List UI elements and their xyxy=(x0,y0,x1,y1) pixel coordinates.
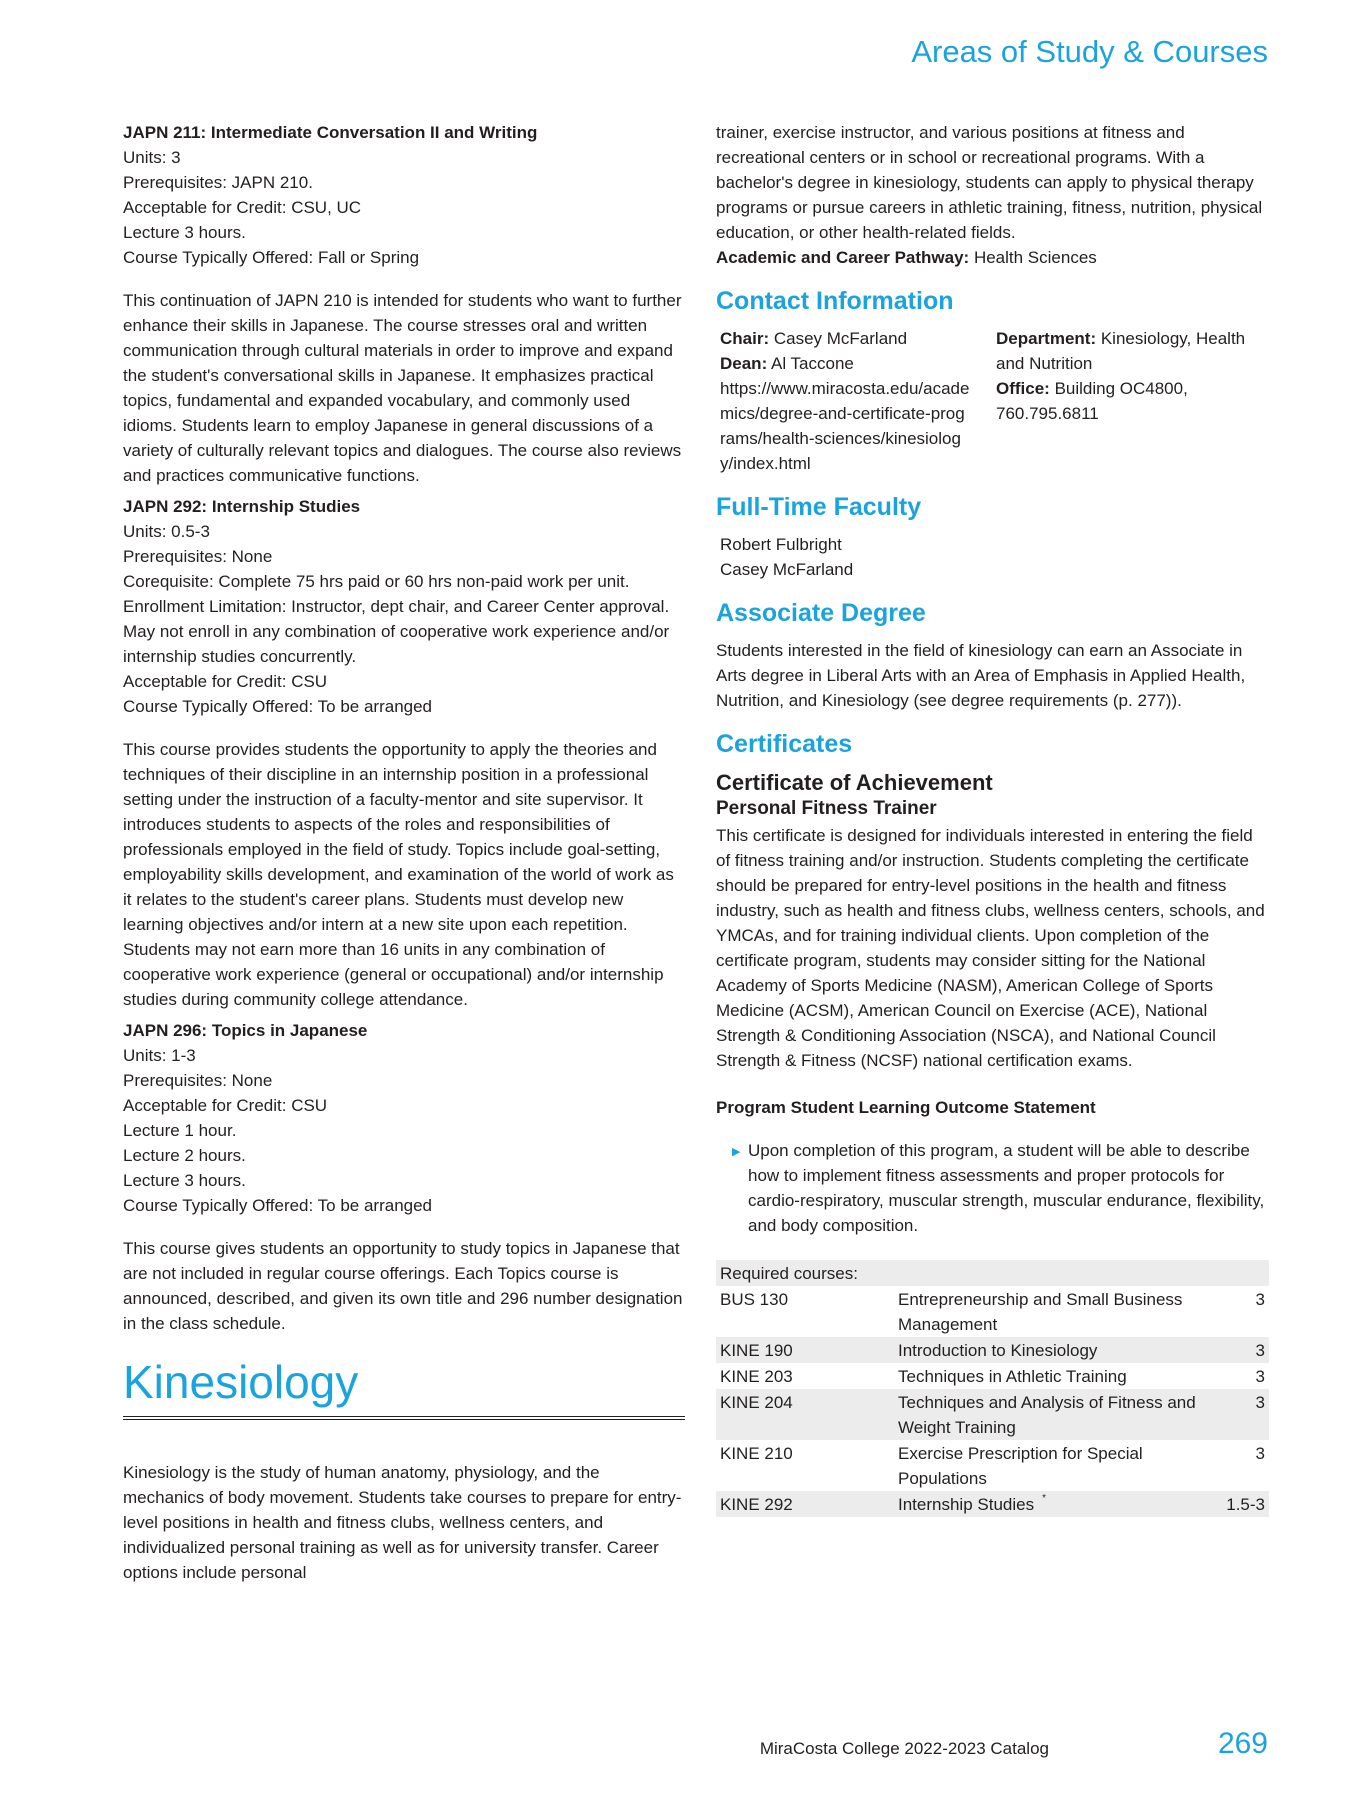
course-japn-211 xyxy=(123,120,685,488)
course-detail: Acceptable for Credit: CSU, UC xyxy=(123,198,362,217)
course-detail: Lecture 1 hour. xyxy=(123,1121,237,1140)
course-japn-296 xyxy=(123,1018,685,1336)
course-detail: Prerequisites: None xyxy=(123,1071,273,1090)
course-description: This continuation of JAPN 210 is intended for students who want to further enhance their skills in Japanese. The course stresses oral and written communication through cultural materials in order to improve and expand the student's conversational skills in Japanese. It emphasizes practical topics, fundamental and expanded vocabulary, and commonly used idioms. Students learn to employ Japanese in general discussions of a variety of culturally relevant topics and dialogues. The course also reviews and practices communicative functions. xyxy=(123,291,682,485)
course-title: JAPN 296: Topics in Japanese xyxy=(123,1021,368,1040)
course-detail: Course Typically Offered: To be arranged xyxy=(123,697,433,716)
chair-label: Chair: xyxy=(720,329,770,348)
course-code: KINE 210 xyxy=(720,1444,793,1463)
certificates-heading: Certificates xyxy=(716,730,853,758)
course-detail: Acceptable for Credit: CSU xyxy=(123,1096,328,1115)
course-code: BUS 130 xyxy=(720,1290,789,1309)
certificate-type: Certificate of Achievement xyxy=(716,770,993,795)
page-number: 269 xyxy=(1217,1727,1268,1760)
course-name: Exercise Prescription for Special Populations xyxy=(898,1444,1143,1488)
course-units: 3 xyxy=(1255,1367,1265,1386)
course-detail: Acceptable for Credit: CSU xyxy=(123,672,328,691)
course-detail: Prerequisites: None xyxy=(123,547,273,566)
slo-item xyxy=(716,1138,1269,1238)
table-row xyxy=(716,1337,1269,1363)
department-value: Kinesiology, Health and Nutrition xyxy=(996,329,1246,373)
course-units: 3 xyxy=(1255,1444,1265,1463)
course-units: 3 xyxy=(1207,1337,1269,1363)
course-name-text: Internship Studies xyxy=(898,1495,1035,1514)
faculty-list xyxy=(716,532,1269,582)
pathway-value: Health Sciences xyxy=(969,248,1097,267)
course-name: Techniques in Athletic Training xyxy=(898,1367,1127,1386)
department-url-link[interactable]: https://www.miracosta.edu/academics/degree-and-certificate-programs/health-sciences/kinesiology/index.html xyxy=(720,379,970,473)
course-code: KINE 292 xyxy=(716,1491,894,1517)
course-code: KINE 203 xyxy=(720,1367,793,1386)
faculty-heading: Full-Time Faculty xyxy=(716,493,922,521)
kinesiology-intro-continued: trainer, exercise instructor, and various positions at fitness and recreational centers or in school or recreational programs. With a bachelor's degree in kinesiology, students can apply to physical therapy programs or pursue careers in athletic training, fitness, nutrition, physical education, or other health-related fields. xyxy=(716,123,1263,242)
course-japn-292 xyxy=(123,494,685,1012)
course-units: 3 xyxy=(1207,1389,1269,1440)
office-label: Office: xyxy=(996,379,1050,398)
contact-info xyxy=(716,326,1269,476)
table-row xyxy=(716,1363,1269,1389)
chair-value: Casey McFarland xyxy=(769,329,908,348)
course-detail: Units: 3 xyxy=(123,148,181,167)
certificate-description: This certificate is designed for individuals interested in entering the field of fitness training and/or instruction. Students completing the certificate should be prepared for entry-level positions in the health and fitness industry, such as health and fitness clubs, wellness centers, schools, and YMCAs, and for training individual clients. Upon completion of the certificate program, students may consider sitting for the National Academy of Sports Medicine (NASM), American College of Sports Medicine (ACSM), American Council on Exercise (ACE), National Strength & Conditioning Association (NSCA), and National Council Strength & Fitness (NCSF) national certification exams. xyxy=(716,826,1265,1070)
department-label: Department: xyxy=(996,329,1097,348)
dean-label: Dean: xyxy=(720,354,768,373)
right-column xyxy=(716,120,1269,1517)
program-title: Personal Fitness Trainer xyxy=(716,798,937,819)
course-code: KINE 204 xyxy=(716,1389,894,1440)
triangle-bullet-icon: ▶ xyxy=(732,1146,741,1158)
faculty-name: Robert Fulbright xyxy=(720,535,842,554)
course-detail: Units: 0.5-3 xyxy=(123,522,210,541)
running-header-title: Areas of Study & Courses xyxy=(911,34,1268,69)
course-detail: Enrollment Limitation: Instructor, dept chair, and Career Center approval. May not enroll in any combination of cooperative work experience and/or internship studies concurrently. xyxy=(123,597,670,666)
course-name: Techniques and Analysis of Fitness and Weight Training xyxy=(894,1389,1207,1440)
course-detail: Lecture 2 hours. xyxy=(123,1146,246,1165)
associate-degree-text: Students interested in the field of kinesiology can earn an Associate in Arts degree in Liberal Arts with an Area of Emphasis in Applied Health, Nutrition, and Kinesiology (see degree requirements (p. 277)). xyxy=(716,641,1246,710)
faculty-name: Casey McFarland xyxy=(720,560,854,579)
course-description: This course provides students the opportunity to apply the theories and techniques of their discipline in an internship position in a professional setting under the instruction of a faculty-mentor and site supervisor. It introduces students to aspects of the roles and responsibilities of professionals employed in the field of study. Topics include goal-setting, employability skills development, and examination of the world of work as it relates to the student's career plans. Students must develop new learning objectives and/or intern at a new site upon each repetition. Students may not earn more than 16 units in any combination of cooperative work experience (general or occupational) and/or internship studies during community college attendance. xyxy=(123,740,674,1009)
table-row xyxy=(716,1440,1269,1491)
table-row xyxy=(716,1286,1269,1337)
left-column xyxy=(123,120,685,1585)
course-description: This course gives students an opportunity to study topics in Japanese that are not included in regular course offerings. Each Topics course is announced, described, and given its own title and 296 number designation in the class schedule. xyxy=(123,1239,683,1333)
slo-heading: Program Student Learning Outcome Statement xyxy=(716,1098,1096,1117)
table-row xyxy=(716,1491,1269,1517)
table-header-row xyxy=(716,1260,1269,1286)
footnote-asterisk: * xyxy=(1042,1493,1046,1504)
course-units: 3 xyxy=(1255,1290,1265,1309)
course-detail: Lecture 3 hours. xyxy=(123,1171,246,1190)
course-name: Entrepreneurship and Small Business Management xyxy=(898,1290,1183,1334)
course-code: KINE 190 xyxy=(716,1337,894,1363)
course-detail: Units: 1-3 xyxy=(123,1046,196,1065)
dean-value: Al Taccone xyxy=(767,354,854,373)
course-title: JAPN 292: Internship Studies xyxy=(123,497,361,516)
course-detail: Course Typically Offered: Fall or Spring xyxy=(123,248,420,267)
footer-catalog-title: MiraCosta College 2022-2023 Catalog xyxy=(759,1739,1049,1758)
course-name xyxy=(894,1491,1207,1517)
course-name: Introduction to Kinesiology xyxy=(894,1337,1207,1363)
career-pathway xyxy=(716,245,1269,270)
course-detail: Course Typically Offered: To be arranged xyxy=(123,1196,433,1215)
course-title: JAPN 211: Intermediate Conversation II and Writing xyxy=(123,123,538,142)
table-row xyxy=(716,1389,1269,1440)
kinesiology-intro: Kinesiology is the study of human anatomy, physiology, and the mechanics of body movement. Students take courses to prepare for entry-level positions in health and fitness clubs, wellness centers, and individualized personal training as well as for university transfer. Career options include personal xyxy=(123,1463,682,1582)
section-title-kinesiology: Kinesiology xyxy=(123,1354,685,1420)
contact-right xyxy=(996,326,1266,476)
required-courses-table xyxy=(716,1260,1269,1517)
table-header: Required courses: xyxy=(716,1260,1269,1286)
pathway-label: Academic and Career Pathway: xyxy=(716,248,970,267)
slo-text: Upon completion of this program, a student will be able to describe how to implement fitness assessments and proper protocols for cardio-respiratory, muscular strength, muscular endurance, flexibility, and body composition. xyxy=(748,1141,1265,1235)
course-detail: Corequisite: Complete 75 hrs paid or 60 hrs non-paid work per unit. xyxy=(123,572,630,591)
associate-degree-heading: Associate Degree xyxy=(716,599,926,627)
office-value: Building OC4800, 760.795.6811 xyxy=(996,379,1188,423)
course-units: 1.5-3 xyxy=(1207,1491,1269,1517)
course-detail: Prerequisites: JAPN 210. xyxy=(123,173,313,192)
course-detail: Lecture 3 hours. xyxy=(123,223,246,242)
contact-left xyxy=(720,326,996,476)
contact-heading: Contact Information xyxy=(716,287,954,315)
